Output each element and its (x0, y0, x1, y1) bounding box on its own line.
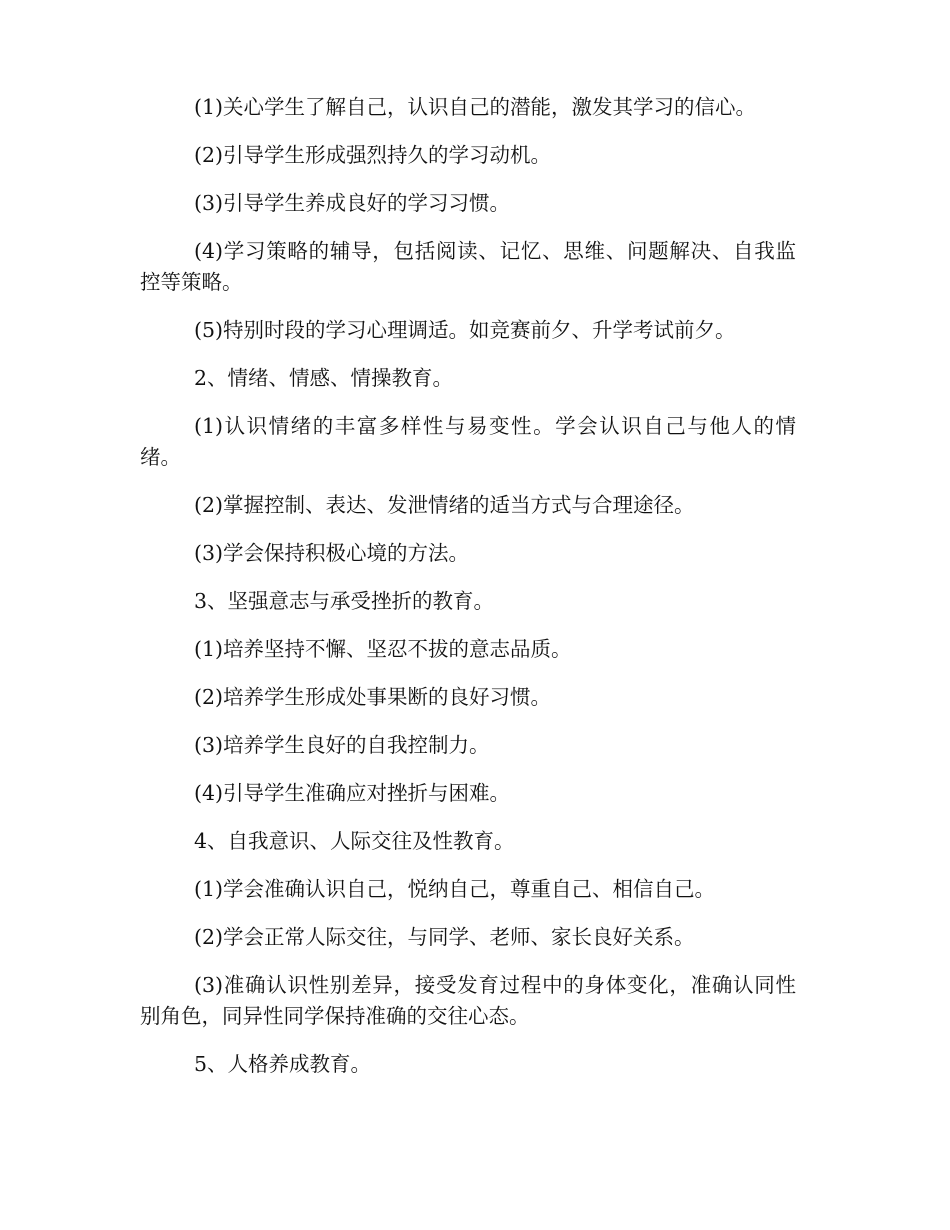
paragraph-gender-awareness: (3)准确认识性别差异，接受发育过程中的身体变化，准确认同性别角色，同异性同学保持准确的交往心态。 (140, 973, 796, 1028)
paragraph-special-period-adjustment: (5)特别时段的学习心理调适。如竞赛前夕、升学考试前夕。 (194, 318, 736, 342)
paragraph-perseverance: (1)培养坚持不懈、坚忍不拔的意志品质。 (194, 637, 572, 661)
paragraph-learning-motivation: (2)引导学生形成强烈持久的学习动机。 (194, 143, 552, 167)
paragraph-coping-frustration: (4)引导学生准确应对挫折与困难。 (194, 781, 511, 805)
paragraph-control-emotions: (2)掌握控制、表达、发泄情绪的适当方式与合理途径。 (194, 493, 695, 517)
paragraph-learning-confidence: (1)关心学生了解自己，认识自己的潜能，激发其学习的信心。 (194, 95, 757, 119)
document-body (140, 92, 796, 1097)
paragraph-learning-habits: (3)引导学生养成良好的学习习惯。 (194, 191, 511, 215)
paragraph-self-control: (3)培养学生良好的自我控制力。 (194, 733, 490, 757)
paragraph-recognize-emotions: (1)认识情绪的丰富多样性与易变性。学会认识自己与他人的情绪。 (140, 414, 796, 469)
paragraph-positive-mood: (3)学会保持积极心境的方法。 (194, 541, 470, 565)
paragraph-decisiveness: (2)培养学生形成处事果断的良好习惯。 (194, 685, 552, 709)
section-heading-personality-education: 5、人格养成教育。 (194, 1052, 372, 1076)
paragraph-know-oneself: (1)学会准确认识自己，悦纳自己，尊重自己、相信自己。 (194, 877, 716, 901)
section-heading-willpower-education: 3、坚强意志与承受挫折的教育。 (194, 589, 495, 613)
paragraph-learning-strategies: (4)学习策略的辅导，包括阅读、记忆、思维、问题解决、自我监控等策略。 (140, 239, 796, 294)
paragraph-interpersonal: (2)学会正常人际交往，与同学、老师、家长良好关系。 (194, 925, 695, 949)
section-heading-self-awareness-education: 4、自我意识、人际交往及性教育。 (194, 829, 515, 853)
section-heading-emotion-education: 2、情绪、情感、情操教育。 (194, 366, 454, 390)
